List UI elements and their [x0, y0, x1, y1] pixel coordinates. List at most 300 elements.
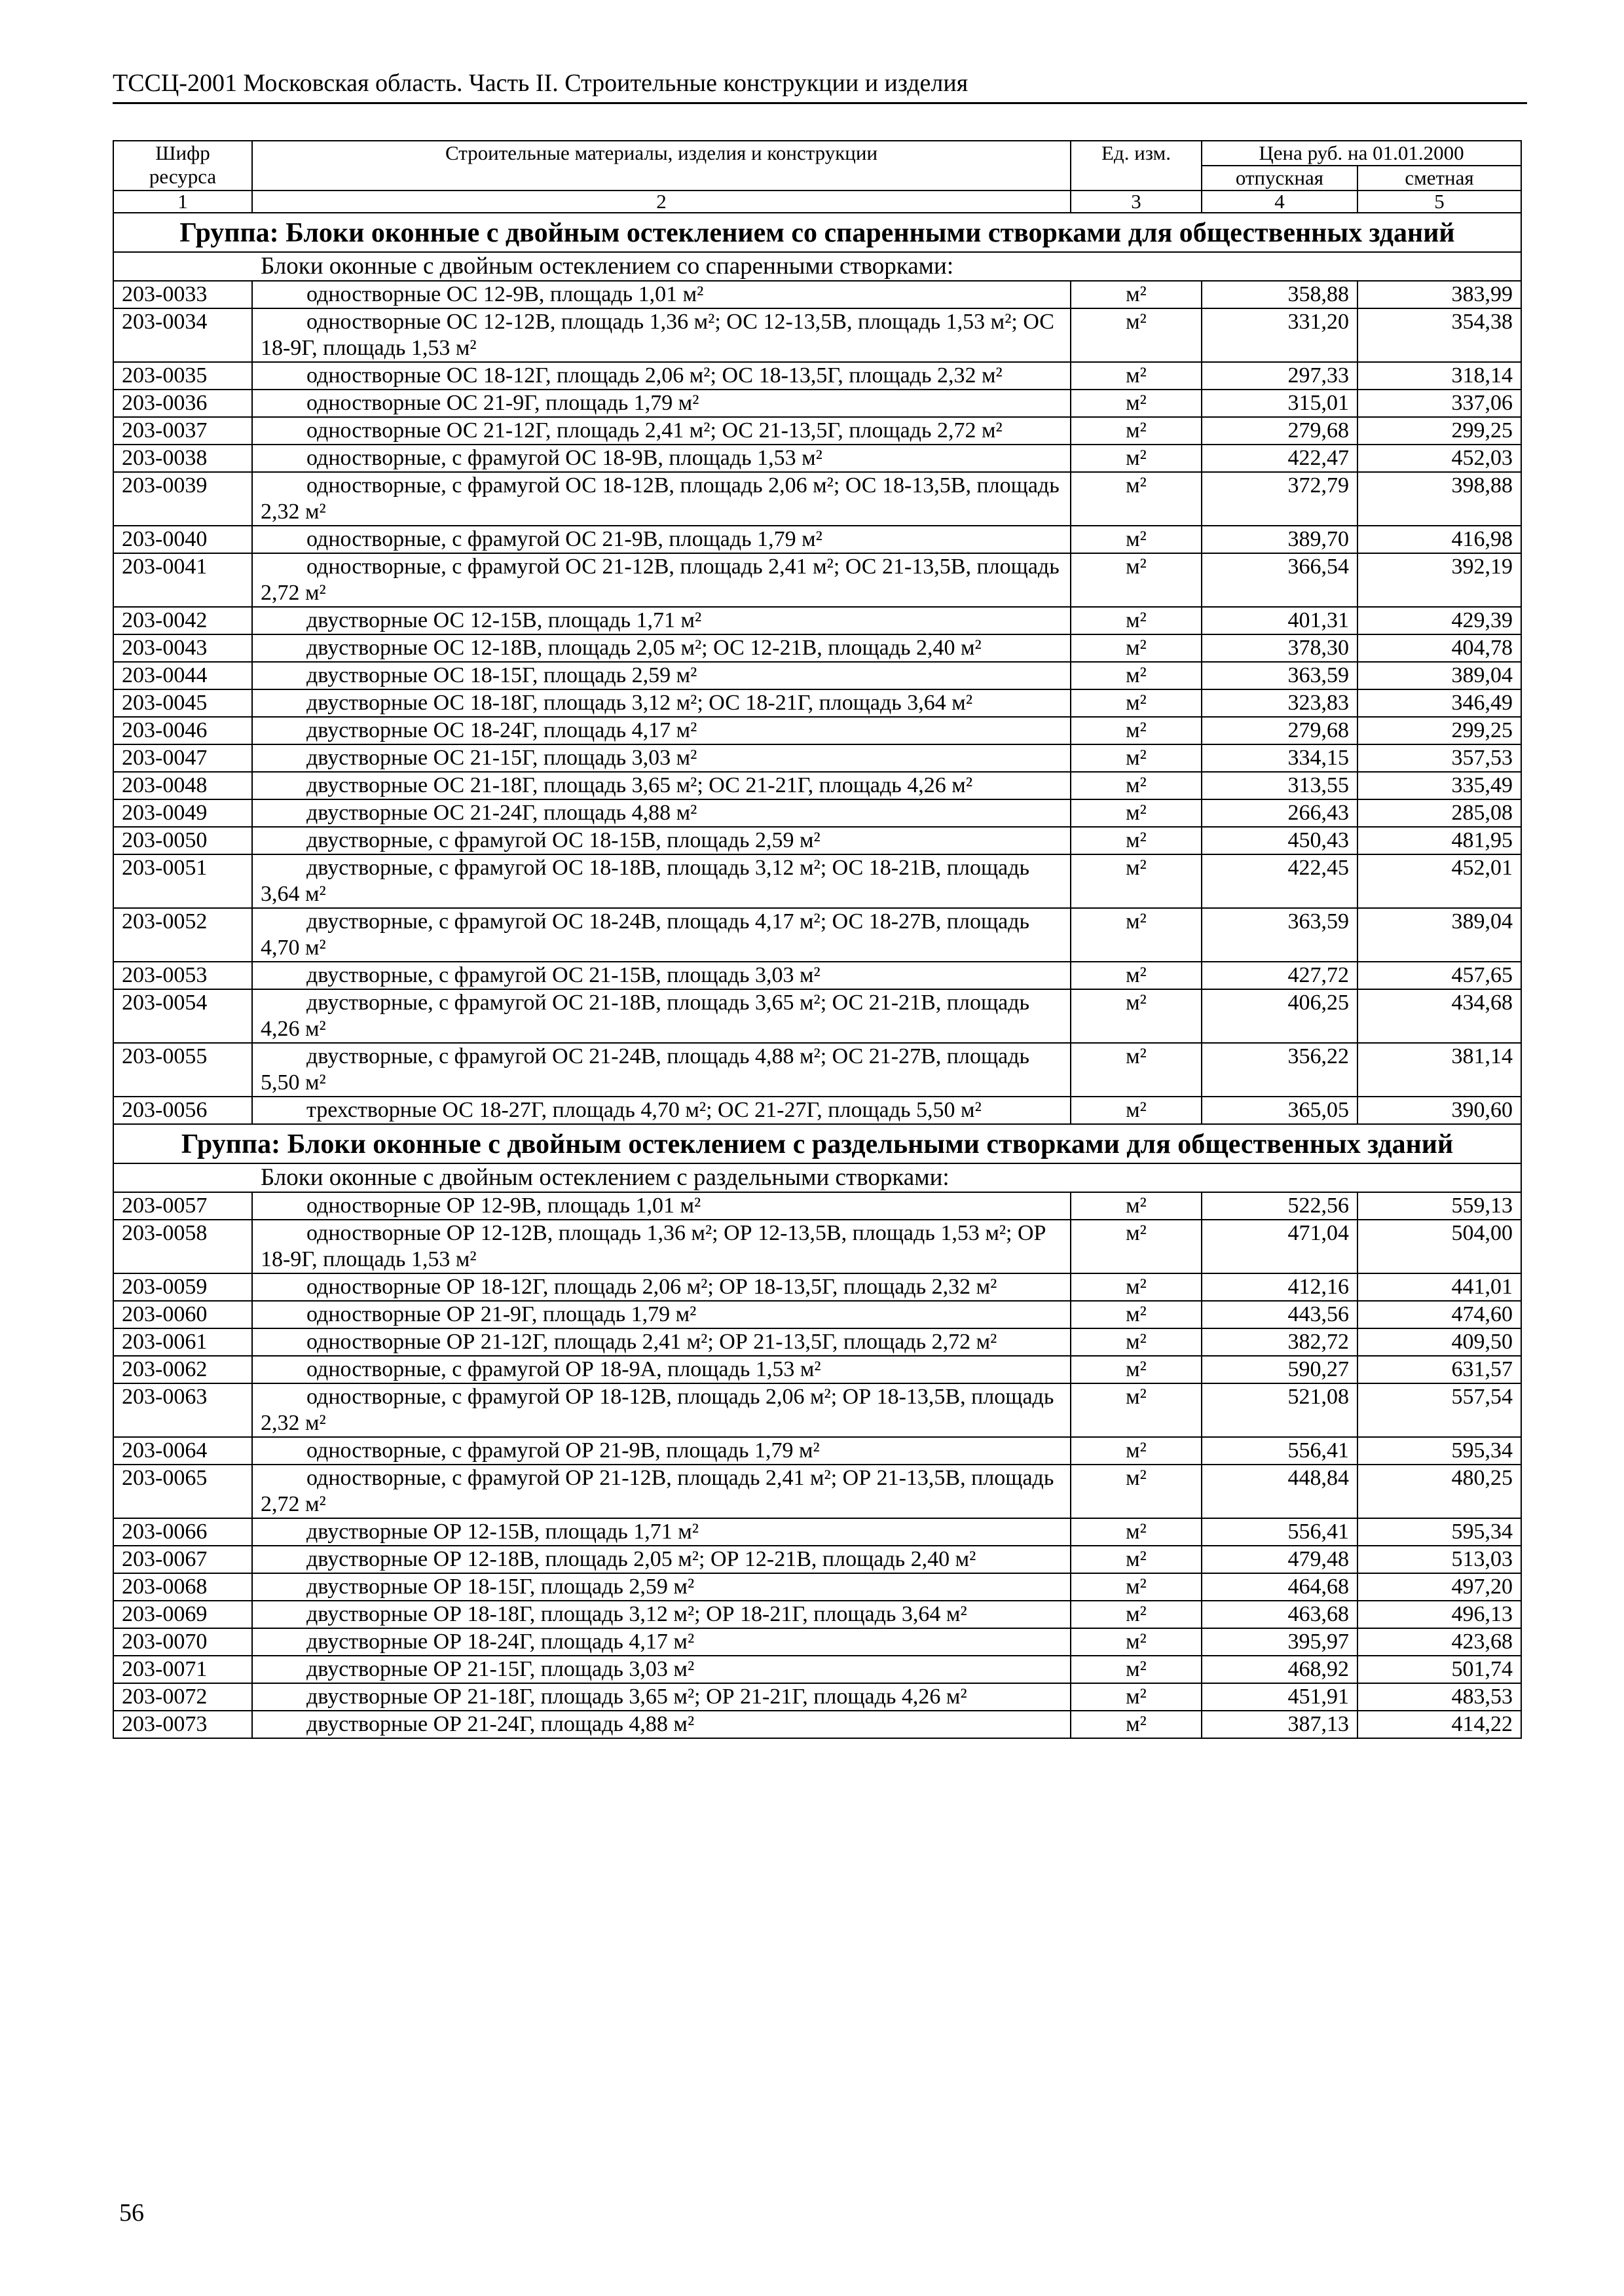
table-row [113, 799, 1521, 827]
release-price: 378,30 [1202, 634, 1357, 662]
resource-code: 203-0045 [113, 689, 252, 717]
unit: м² [1071, 1383, 1202, 1437]
release-price: 443,56 [1202, 1301, 1357, 1328]
resource-code: 203-0040 [113, 526, 252, 553]
material-name [252, 1628, 1071, 1656]
table-row [113, 1220, 1521, 1273]
table-row [113, 1711, 1521, 1738]
material-name-text: трехстворные ОС 18-27Г, площадь 4,70 м²; ОС 21-27Г, площадь 5,50 м² [306, 1098, 982, 1122]
estimate-price: 354,38 [1357, 308, 1521, 362]
material-name-text: одностворные ОС 18-12Г, площадь 2,06 м²; ОС 18-13,5Г, площадь 2,32 м² [306, 363, 1003, 388]
estimate-price: 383,99 [1357, 281, 1521, 308]
unit: м² [1071, 362, 1202, 390]
estimate-price: 501,74 [1357, 1656, 1521, 1683]
resource-code: 203-0059 [113, 1273, 252, 1301]
release-price: 427,72 [1202, 962, 1357, 989]
material-name [252, 1573, 1071, 1601]
estimate-price: 416,98 [1357, 526, 1521, 553]
estimate-price: 595,34 [1357, 1518, 1521, 1546]
unit: м² [1071, 1601, 1202, 1628]
estimate-price: 452,03 [1357, 445, 1521, 472]
unit: м² [1071, 799, 1202, 827]
unit: м² [1071, 607, 1202, 634]
table-row [113, 989, 1521, 1043]
release-price: 401,31 [1202, 607, 1357, 634]
unit: м² [1071, 1301, 1202, 1328]
resource-code: 203-0048 [113, 772, 252, 799]
table-row [113, 1628, 1521, 1656]
material-name-text: двустворные ОС 18-15Г, площадь 2,59 м² [306, 663, 697, 687]
resource-code: 203-0034 [113, 308, 252, 362]
resource-code: 203-0047 [113, 744, 252, 772]
table-row [113, 1328, 1521, 1356]
release-price: 363,59 [1202, 662, 1357, 689]
material-name-text: одностворные ОС 12-9В, площадь 1,01 м² [306, 282, 704, 306]
estimate-price: 483,53 [1357, 1683, 1521, 1711]
material-name-text: двустворные, с фрамугой ОС 18-18В, площадь 3,12 м²; ОС 18-21В, площадь 3,64 м² [261, 856, 1030, 906]
header-price: Цена руб. на 01.01.2000 [1202, 141, 1521, 166]
table-row [113, 1301, 1521, 1328]
release-price: 389,70 [1202, 526, 1357, 553]
material-name [252, 744, 1071, 772]
unit: м² [1071, 1628, 1202, 1656]
material-name-text: одностворные, с фрамугой ОС 18-12В, площадь 2,06 м²; ОС 18-13,5В, площадь 2,32 м² [261, 473, 1060, 524]
material-name-text: двустворные ОР 21-15Г, площадь 3,03 м² [306, 1657, 695, 1681]
unit: м² [1071, 717, 1202, 744]
table-row [113, 1437, 1521, 1465]
estimate-price: 481,95 [1357, 827, 1521, 854]
release-price: 356,22 [1202, 1043, 1357, 1097]
material-name [252, 827, 1071, 854]
release-price: 279,68 [1202, 717, 1357, 744]
material-name [252, 1601, 1071, 1628]
material-name [252, 1328, 1071, 1356]
material-name [252, 445, 1071, 472]
estimate-price: 392,19 [1357, 553, 1521, 607]
material-name [252, 607, 1071, 634]
material-name-text: двустворные ОС 12-18В, площадь 2,05 м²; ОС 12-21В, площадь 2,40 м² [306, 636, 982, 660]
unit: м² [1071, 1220, 1202, 1273]
material-name [252, 1273, 1071, 1301]
material-name [252, 1301, 1071, 1328]
column-number: 3 [1071, 191, 1202, 213]
estimate-price: 390,60 [1357, 1097, 1521, 1124]
material-name [252, 772, 1071, 799]
resource-code: 203-0064 [113, 1437, 252, 1465]
release-price: 406,25 [1202, 989, 1357, 1043]
unit: м² [1071, 689, 1202, 717]
release-price: 372,79 [1202, 472, 1357, 526]
table-row [113, 308, 1521, 362]
table-row [113, 634, 1521, 662]
estimate-price: 457,65 [1357, 962, 1521, 989]
unit: м² [1071, 1192, 1202, 1220]
material-name-text: одностворные ОР 18-12Г, площадь 2,06 м²; ОР 18-13,5Г, площадь 2,32 м² [306, 1275, 997, 1299]
unit: м² [1071, 772, 1202, 799]
unit: м² [1071, 308, 1202, 362]
unit: м² [1071, 989, 1202, 1043]
table-row [113, 827, 1521, 854]
material-name [252, 390, 1071, 417]
release-price: 479,48 [1202, 1546, 1357, 1573]
table-row [113, 854, 1521, 908]
estimate-price: 389,04 [1357, 662, 1521, 689]
release-price: 590,27 [1202, 1356, 1357, 1383]
resource-code: 203-0036 [113, 390, 252, 417]
resource-code: 203-0052 [113, 908, 252, 962]
estimate-price: 299,25 [1357, 717, 1521, 744]
table-row [113, 607, 1521, 634]
resource-code: 203-0042 [113, 607, 252, 634]
unit: м² [1071, 1683, 1202, 1711]
estimate-price: 409,50 [1357, 1328, 1521, 1356]
unit: м² [1071, 445, 1202, 472]
release-price: 521,08 [1202, 1383, 1357, 1437]
estimate-price: 381,14 [1357, 1043, 1521, 1097]
material-name [252, 962, 1071, 989]
release-price: 464,68 [1202, 1573, 1357, 1601]
resource-code: 203-0050 [113, 827, 252, 854]
release-price: 556,41 [1202, 1437, 1357, 1465]
subgroup-title-row [113, 252, 1521, 281]
release-price: 323,83 [1202, 689, 1357, 717]
table-row [113, 1518, 1521, 1546]
resource-code: 203-0070 [113, 1628, 252, 1656]
unit: м² [1071, 1356, 1202, 1383]
subgroup-title: Блоки оконные с двойным остеклением с раздельными створками: [113, 1163, 1521, 1192]
material-name [252, 1097, 1071, 1124]
material-name-text: одностворные ОС 12-12В, площадь 1,36 м²; ОС 12-13,5В, площадь 1,53 м²; ОС 18-9Г, площадь 1,53 м² [261, 310, 1054, 360]
unit: м² [1071, 854, 1202, 908]
release-price: 422,45 [1202, 854, 1357, 908]
unit: м² [1071, 634, 1202, 662]
release-price: 363,59 [1202, 908, 1357, 962]
material-name-text: двустворные ОР 18-24Г, площадь 4,17 м² [306, 1630, 695, 1654]
material-name-text: двустворные ОС 21-18Г, площадь 3,65 м²; ОС 21-21Г, площадь 4,26 м² [306, 773, 973, 797]
estimate-price: 404,78 [1357, 634, 1521, 662]
estimate-price: 559,13 [1357, 1192, 1521, 1220]
release-price: 297,33 [1202, 362, 1357, 390]
release-price: 422,47 [1202, 445, 1357, 472]
resource-code: 203-0066 [113, 1518, 252, 1546]
table-row [113, 1043, 1521, 1097]
estimate-price: 595,34 [1357, 1437, 1521, 1465]
release-price: 382,72 [1202, 1328, 1357, 1356]
material-name-text: одностворные ОР 12-12В, площадь 1,36 м²; ОР 12-13,5В, площадь 1,53 м²; ОР 18-9Г, площадь 1,53 м² [261, 1221, 1046, 1271]
unit: м² [1071, 1437, 1202, 1465]
resource-code: 203-0062 [113, 1356, 252, 1383]
unit: м² [1071, 744, 1202, 772]
table-row [113, 717, 1521, 744]
material-name-text: одностворные ОС 21-9Г, площадь 1,79 м² [306, 391, 699, 415]
header-release-price: отпускная [1202, 166, 1357, 191]
release-price: 450,43 [1202, 827, 1357, 854]
material-name [252, 1518, 1071, 1546]
material-name-text: двустворные ОС 21-24Г, площадь 4,88 м² [306, 801, 697, 825]
material-name [252, 989, 1071, 1043]
unit: м² [1071, 472, 1202, 526]
material-name-text: одностворные ОР 21-9Г, площадь 1,79 м² [306, 1302, 697, 1326]
unit: м² [1071, 281, 1202, 308]
resource-code: 203-0049 [113, 799, 252, 827]
resource-code: 203-0037 [113, 417, 252, 445]
material-name [252, 308, 1071, 362]
release-price: 358,88 [1202, 281, 1357, 308]
material-name-text: двустворные ОС 18-24Г, площадь 4,17 м² [306, 718, 697, 742]
release-price: 315,01 [1202, 390, 1357, 417]
material-name [252, 1711, 1071, 1738]
resource-code: 203-0046 [113, 717, 252, 744]
release-price: 366,54 [1202, 553, 1357, 607]
estimate-price: 480,25 [1357, 1465, 1521, 1518]
unit: м² [1071, 908, 1202, 962]
material-name-text: одностворные, с фрамугой ОС 21-12В, площадь 2,41 м²; ОС 21-13,5В, площадь 2,72 м² [261, 555, 1060, 605]
material-name [252, 1192, 1071, 1220]
resource-code: 203-0072 [113, 1683, 252, 1711]
resource-code: 203-0053 [113, 962, 252, 989]
release-price: 463,68 [1202, 1601, 1357, 1628]
unit: м² [1071, 1097, 1202, 1124]
table-row [113, 744, 1521, 772]
unit: м² [1071, 1573, 1202, 1601]
resource-code: 203-0073 [113, 1711, 252, 1738]
header-unit: Ед. изм. [1071, 141, 1202, 191]
material-name [252, 472, 1071, 526]
unit: м² [1071, 526, 1202, 553]
resource-code: 203-0067 [113, 1546, 252, 1573]
material-name-text: одностворные, с фрамугой ОР 18-9А, площадь 1,53 м² [306, 1357, 821, 1381]
unit: м² [1071, 1546, 1202, 1573]
resource-code: 203-0060 [113, 1301, 252, 1328]
material-name-text: двустворные, с фрамугой ОС 18-15В, площадь 2,59 м² [306, 828, 821, 852]
estimate-price: 557,54 [1357, 1383, 1521, 1437]
material-name-text: одностворные, с фрамугой ОР 18-12В, площадь 2,06 м²; ОР 18-13,5В, площадь 2,32 м² [261, 1385, 1054, 1435]
unit: м² [1071, 1656, 1202, 1683]
table-row [113, 1656, 1521, 1683]
estimate-price: 346,49 [1357, 689, 1521, 717]
resource-code: 203-0038 [113, 445, 252, 472]
table-row [113, 472, 1521, 526]
table-row [113, 1546, 1521, 1573]
material-name-text: двустворные ОР 12-18В, площадь 2,05 м²; ОР 12-21В, площадь 2,40 м² [306, 1547, 976, 1571]
estimate-price: 414,22 [1357, 1711, 1521, 1738]
material-name [252, 1220, 1071, 1273]
table-row [113, 281, 1521, 308]
unit: м² [1071, 962, 1202, 989]
table-row [113, 362, 1521, 390]
group-title: Группа: Блоки оконные с двойным остеклением со спаренными створками для общественных зданий [113, 213, 1521, 252]
estimate-price: 285,08 [1357, 799, 1521, 827]
header-estimate-price: сметная [1357, 166, 1521, 191]
group-title-row [113, 1124, 1521, 1163]
material-name-text: двустворные, с фрамугой ОС 21-24В, площадь 4,88 м²; ОС 21-27В, площадь 5,50 м² [261, 1044, 1030, 1095]
table-row [113, 1573, 1521, 1601]
table-row [113, 417, 1521, 445]
page-title: ТССЦ-2001 Московская область. Часть II. Строительные конструкции и изделия [113, 68, 1527, 104]
unit: м² [1071, 1328, 1202, 1356]
material-name [252, 799, 1071, 827]
resource-code: 203-0055 [113, 1043, 252, 1097]
table-row [113, 526, 1521, 553]
material-name-text: одностворные, с фрамугой ОС 18-9В, площадь 1,53 м² [306, 446, 822, 470]
resource-code: 203-0063 [113, 1383, 252, 1437]
table-row [113, 962, 1521, 989]
resource-code: 203-0051 [113, 854, 252, 908]
material-name [252, 1465, 1071, 1518]
table-row [113, 1273, 1521, 1301]
header-code: Шифр ресурса [113, 141, 252, 191]
estimate-price: 504,00 [1357, 1220, 1521, 1273]
column-number: 5 [1357, 191, 1521, 213]
material-name-text: двустворные ОР 21-18Г, площадь 3,65 м²; ОР 21-21Г, площадь 4,26 м² [306, 1685, 967, 1709]
material-name [252, 1437, 1071, 1465]
unit: м² [1071, 390, 1202, 417]
material-name [252, 1546, 1071, 1573]
table-row [113, 390, 1521, 417]
resource-code: 203-0035 [113, 362, 252, 390]
release-price: 365,05 [1202, 1097, 1357, 1124]
table-row [113, 689, 1521, 717]
estimate-price: 398,88 [1357, 472, 1521, 526]
column-number: 1 [113, 191, 252, 213]
resource-code: 203-0069 [113, 1601, 252, 1628]
release-price: 412,16 [1202, 1273, 1357, 1301]
unit: м² [1071, 1518, 1202, 1546]
estimate-price: 441,01 [1357, 1273, 1521, 1301]
release-price: 279,68 [1202, 417, 1357, 445]
estimate-price: 497,20 [1357, 1573, 1521, 1601]
release-price: 313,55 [1202, 772, 1357, 799]
material-name-text: одностворные, с фрамугой ОР 21-9В, площадь 1,79 м² [306, 1438, 820, 1463]
unit: м² [1071, 1043, 1202, 1097]
release-price: 266,43 [1202, 799, 1357, 827]
material-name [252, 1356, 1071, 1383]
group-title-row [113, 213, 1521, 252]
release-price: 468,92 [1202, 1656, 1357, 1683]
column-number: 4 [1202, 191, 1357, 213]
estimate-price: 434,68 [1357, 989, 1521, 1043]
unit: м² [1071, 1273, 1202, 1301]
material-name [252, 281, 1071, 308]
material-name-text: двустворные, с фрамугой ОС 21-15В, площадь 3,03 м² [306, 963, 821, 987]
material-name-text: двустворные ОР 18-15Г, площадь 2,59 м² [306, 1575, 695, 1599]
release-price: 448,84 [1202, 1465, 1357, 1518]
resource-code: 203-0043 [113, 634, 252, 662]
unit: м² [1071, 553, 1202, 607]
estimate-price: 496,13 [1357, 1601, 1521, 1628]
material-name [252, 854, 1071, 908]
price-table [113, 140, 1522, 1739]
table-row [113, 1356, 1521, 1383]
table-body [113, 213, 1521, 1738]
release-price: 556,41 [1202, 1518, 1357, 1546]
resource-code: 203-0065 [113, 1465, 252, 1518]
release-price: 471,04 [1202, 1220, 1357, 1273]
estimate-price: 423,68 [1357, 1628, 1521, 1656]
estimate-price: 318,14 [1357, 362, 1521, 390]
estimate-price: 513,03 [1357, 1546, 1521, 1573]
resource-code: 203-0054 [113, 989, 252, 1043]
group-title: Группа: Блоки оконные с двойным остеклением с раздельными створками для общественных зданий [113, 1124, 1521, 1163]
material-name [252, 1656, 1071, 1683]
resource-code: 203-0056 [113, 1097, 252, 1124]
material-name-text: двустворные, с фрамугой ОС 18-24В, площадь 4,17 м²; ОС 18-27В, площадь 4,70 м² [261, 909, 1030, 960]
resource-code: 203-0061 [113, 1328, 252, 1356]
resource-code: 203-0039 [113, 472, 252, 526]
unit: м² [1071, 417, 1202, 445]
resource-code: 203-0041 [113, 553, 252, 607]
release-price: 387,13 [1202, 1711, 1357, 1738]
page-number: 56 [119, 2199, 144, 2227]
material-name [252, 634, 1071, 662]
table-row [113, 908, 1521, 962]
release-price: 331,20 [1202, 308, 1357, 362]
material-name [252, 417, 1071, 445]
material-name-text: одностворные ОР 12-9В, площадь 1,01 м² [306, 1194, 701, 1218]
table-row [113, 1192, 1521, 1220]
release-price: 451,91 [1202, 1683, 1357, 1711]
table-row [113, 662, 1521, 689]
unit: м² [1071, 1711, 1202, 1738]
material-name-text: одностворные ОР 21-12Г, площадь 2,41 м²; ОР 21-13,5Г, площадь 2,72 м² [306, 1330, 997, 1354]
resource-code: 203-0044 [113, 662, 252, 689]
estimate-price: 452,01 [1357, 854, 1521, 908]
material-name [252, 526, 1071, 553]
estimate-price: 474,60 [1357, 1301, 1521, 1328]
resource-code: 203-0068 [113, 1573, 252, 1601]
material-name-text: двустворные, с фрамугой ОС 21-18В, площадь 3,65 м²; ОС 21-21В, площадь 4,26 м² [261, 991, 1030, 1041]
unit: м² [1071, 1465, 1202, 1518]
estimate-price: 337,06 [1357, 390, 1521, 417]
column-number-row [113, 191, 1521, 213]
material-name-text: двустворные ОС 12-15В, площадь 1,71 м² [306, 608, 702, 632]
material-name [252, 362, 1071, 390]
table-row [113, 1097, 1521, 1124]
material-name [252, 1383, 1071, 1437]
material-name [252, 662, 1071, 689]
release-price: 522,56 [1202, 1192, 1357, 1220]
material-name-text: двустворные ОР 21-24Г, площадь 4,88 м² [306, 1712, 695, 1736]
estimate-price: 631,57 [1357, 1356, 1521, 1383]
header-name: Строительные материалы, изделия и конструкции [252, 141, 1071, 191]
resource-code: 203-0033 [113, 281, 252, 308]
material-name-text: одностворные, с фрамугой ОР 21-12В, площадь 2,41 м²; ОР 21-13,5В, площадь 2,72 м² [261, 1466, 1054, 1516]
material-name-text: двустворные ОР 18-18Г, площадь 3,12 м²; ОР 18-21Г, площадь 3,64 м² [306, 1602, 967, 1626]
table-row [113, 772, 1521, 799]
table-row [113, 553, 1521, 607]
resource-code: 203-0058 [113, 1220, 252, 1273]
estimate-price: 357,53 [1357, 744, 1521, 772]
material-name [252, 553, 1071, 607]
material-name [252, 1683, 1071, 1711]
table-header-row [113, 141, 1521, 166]
resource-code: 203-0057 [113, 1192, 252, 1220]
material-name-text: двустворные ОР 12-15В, площадь 1,71 м² [306, 1520, 699, 1544]
release-price: 334,15 [1202, 744, 1357, 772]
resource-code: 203-0071 [113, 1656, 252, 1683]
material-name-text: одностворные, с фрамугой ОС 21-9В, площадь 1,79 м² [306, 527, 822, 551]
estimate-price: 429,39 [1357, 607, 1521, 634]
material-name-text: двустворные ОС 21-15Г, площадь 3,03 м² [306, 746, 697, 770]
unit: м² [1071, 662, 1202, 689]
table-row [113, 1601, 1521, 1628]
release-price: 395,97 [1202, 1628, 1357, 1656]
table-row [113, 1465, 1521, 1518]
unit: м² [1071, 827, 1202, 854]
material-name [252, 689, 1071, 717]
material-name-text: одностворные ОС 21-12Г, площадь 2,41 м²; ОС 21-13,5Г, площадь 2,72 м² [306, 418, 1003, 443]
column-number: 2 [252, 191, 1071, 213]
